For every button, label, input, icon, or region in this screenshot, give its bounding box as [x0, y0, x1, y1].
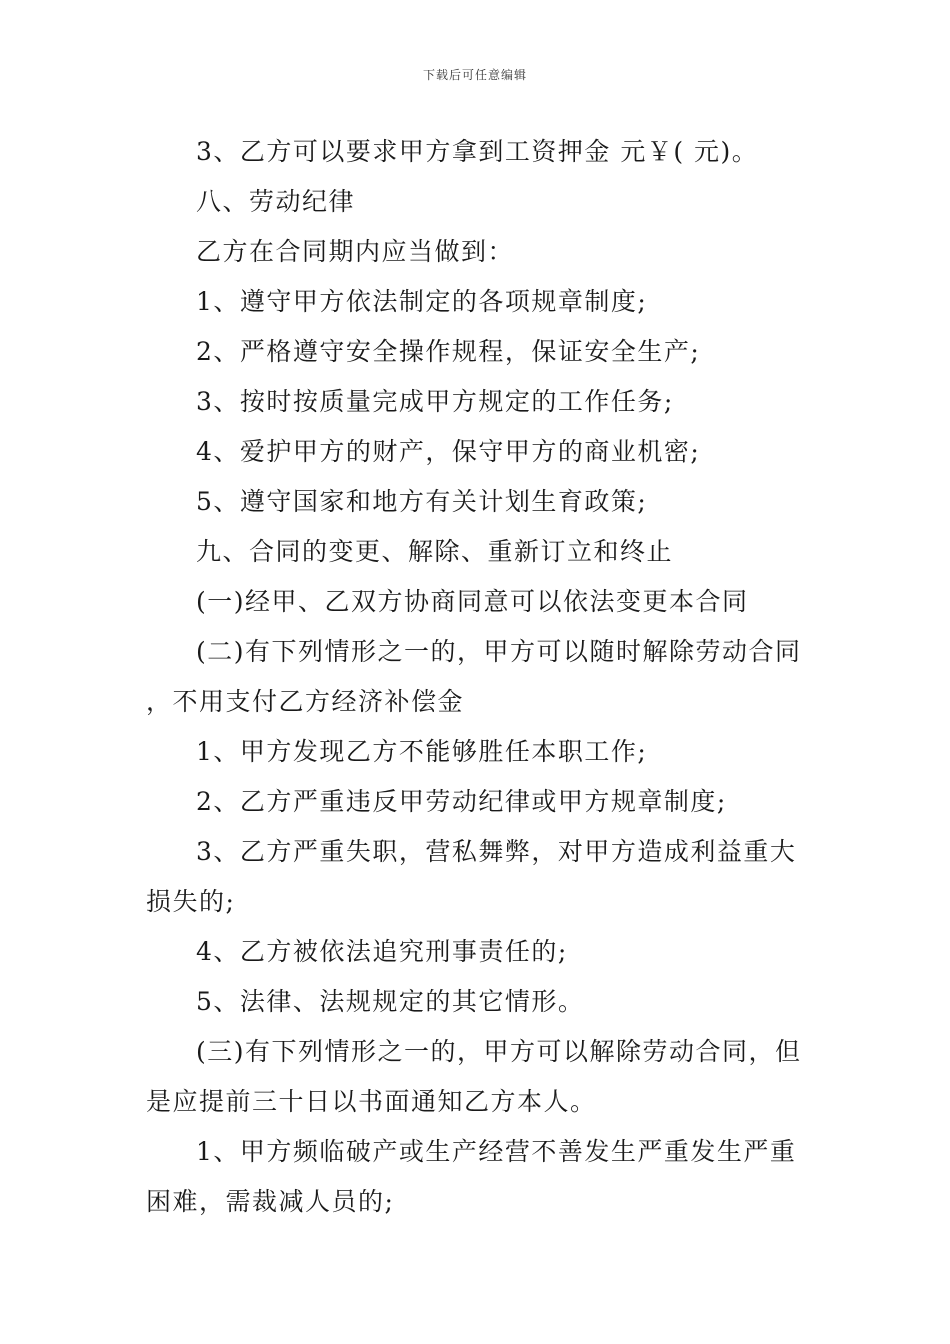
list-item: 5、遵守国家和地方有关计划生育政策; [196, 487, 648, 516]
list-item: 3、乙方严重失职，营私舞弊，对甲方造成利益重大损失的; [146, 837, 797, 916]
list-item: 2、乙方严重违反甲劳动纪律或甲方规章制度; [196, 787, 727, 816]
list-item: 5、法律、法规规定的其它情形。 [196, 987, 585, 1016]
paragraph: (三)有下列情形之一的，甲方可以解除劳动合同，但是应提前三十日以书面通知乙方本人。 [146, 1037, 802, 1116]
list-item: 3、按时按质量完成甲方规定的工作任务; [196, 387, 674, 416]
header-note: 下载后可任意编辑 [422, 68, 527, 82]
list-item: 4、乙方被依法追究刑事责任的; [196, 937, 568, 966]
list-item: 1、遵守甲方依法制定的各项规章制度; [196, 287, 648, 316]
list-item: 4、爱护甲方的财产，保守甲方的商业机密; [196, 437, 701, 466]
section-heading: 八、劳动纪律 [196, 187, 356, 216]
paragraph: (一)经甲、乙双方协商同意可以依法变更本合同 [196, 587, 749, 616]
list-item: 1、甲方发现乙方不能够胜任本职工作; [196, 737, 648, 766]
paragraph: 乙方在合同期内应当做到： [196, 237, 515, 266]
paragraph: 3、乙方可以要求甲方拿到工资押金 元￥( 元)。 [196, 137, 759, 166]
list-item: 1、甲方频临破产或生产经营不善发生严重发生严重困难，需裁减人员的; [146, 1137, 797, 1216]
paragraph: (二)有下列情形之一的，甲方可以随时解除劳动合同 ，不用支付乙方经济补偿金 [146, 637, 811, 716]
section-heading: 九、合同的变更、解除、重新订立和终止 [196, 537, 674, 566]
document-body [146, 127, 816, 1227]
list-item: 2、严格遵守安全操作规程，保证安全生产; [196, 337, 701, 366]
